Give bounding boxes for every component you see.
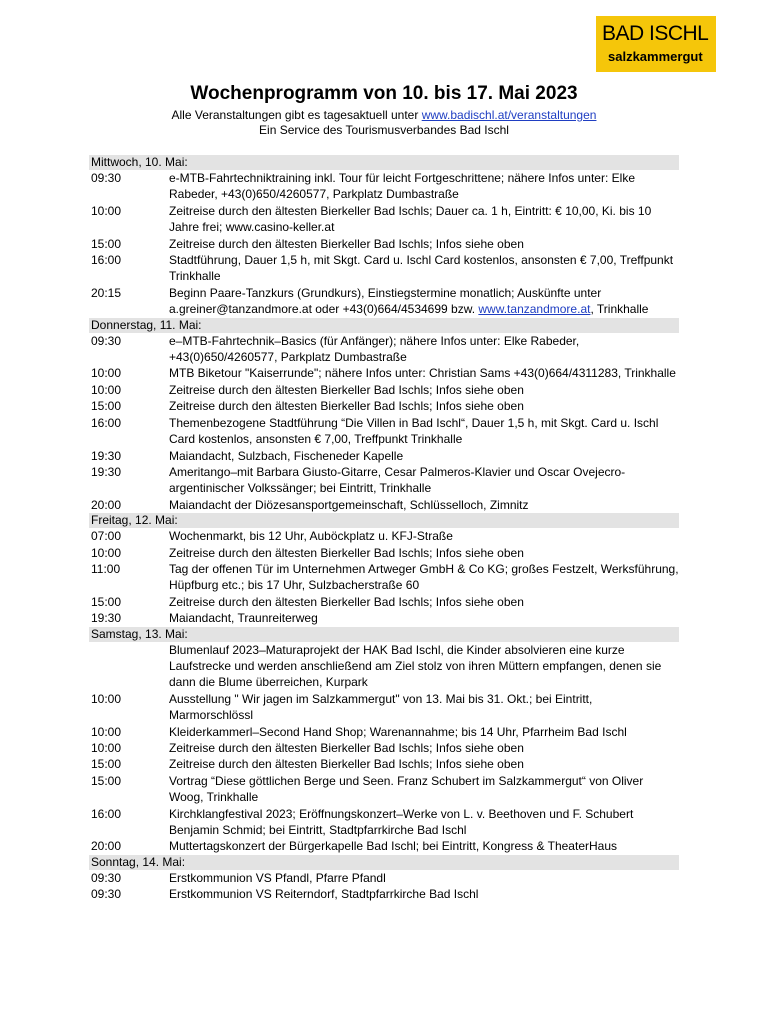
subtitle-line2: Ein Service des Tourismusverbandes Bad Ischl bbox=[259, 123, 509, 137]
event-row bbox=[89, 528, 679, 544]
logo-line1: BAD ISCHL bbox=[602, 22, 709, 45]
event-time: 09:30 bbox=[91, 887, 122, 902]
day-header: Freitag, 12. Mai: bbox=[89, 513, 679, 528]
event-description-tail: , Trinkhalle bbox=[590, 302, 649, 317]
event-description: Zeitreise durch den ältesten Bierkeller Bad Ischls; Infos siehe oben bbox=[169, 741, 524, 755]
event-text bbox=[169, 170, 679, 203]
event-text bbox=[169, 448, 679, 464]
event-row bbox=[89, 252, 679, 285]
event-description: Stadtführung, Dauer 1,5 h, mit Skgt. Card u. Ischl Card kostenlos, ansonsten € 7,00, Treffpunkt Trinkhalle bbox=[169, 253, 674, 284]
event-time: 15:00 bbox=[91, 594, 122, 609]
event-row bbox=[89, 203, 679, 236]
event-row bbox=[89, 464, 679, 497]
event-time: 19:30 bbox=[91, 448, 122, 463]
event-row bbox=[89, 773, 679, 806]
event-row bbox=[89, 398, 679, 414]
event-time: 10:00 bbox=[91, 691, 122, 706]
event-row bbox=[89, 545, 679, 561]
event-time: 16:00 bbox=[91, 415, 122, 430]
event-row bbox=[89, 448, 679, 464]
event-description: Erstkommunion VS Reiterndorf, Stadtpfarrkirche Bad Ischl bbox=[169, 887, 479, 902]
page-title: Wochenprogramm von 10. bis 17. Mai 2023 bbox=[190, 83, 578, 104]
event-description: Beginn Paare-Tanzkurs (Grundkurs), Einstiegstermine monatlich; Auskünfte unter a.greiner@tanzandmore.at oder +43(0)664/4534699 bzw. bbox=[169, 285, 602, 317]
event-time: 20:00 bbox=[91, 497, 122, 512]
event-description: Vortrag “Diese göttlichen Berge und Seen. Franz Schubert im Salzkammergut“ von Oliver Woog, Trinkhalle bbox=[169, 773, 644, 805]
event-row bbox=[89, 415, 679, 448]
event-time: 10:00 bbox=[91, 741, 122, 755]
event-text bbox=[169, 806, 679, 839]
event-row bbox=[89, 724, 679, 740]
event-row bbox=[89, 870, 679, 886]
event-row bbox=[89, 806, 679, 839]
event-time: 11:00 bbox=[91, 561, 121, 576]
event-text bbox=[169, 870, 679, 886]
event-text bbox=[169, 642, 679, 691]
event-description: e-MTB-Fahrtechniktraining inkl. Tour für leicht Fortgeschrittene; nähere Infos unter: Elke Rabeder, +43(0)650/4260577, Parkplatz Dumbastraße bbox=[169, 171, 635, 202]
event-row bbox=[89, 333, 679, 366]
event-description: Ausstellung " Wir jagen im Salzkammergut" von 13. Mai bis 31. Okt.; bei Eintritt, Marmorschlössl bbox=[169, 691, 593, 723]
subtitle-prefix: Alle Veranstaltungen gibt es tagesaktuell unter bbox=[171, 108, 422, 122]
event-description: Maiandacht, Traunreiterweg bbox=[169, 611, 318, 626]
event-description: e–MTB-Fahrtechnik–Basics (für Anfänger); nähere Infos unter: Elke Rabeder, +43(0)650/4260577, Parkplatz Dumbastraße bbox=[169, 333, 580, 365]
event-time: 07:00 bbox=[91, 529, 122, 544]
event-time: 09:30 bbox=[91, 171, 122, 185]
event-text bbox=[169, 610, 679, 626]
event-text bbox=[169, 528, 679, 544]
event-time: 20:00 bbox=[91, 839, 122, 854]
event-link[interactable]: www.tanzandmore.at bbox=[478, 302, 591, 317]
event-description: Ameritango–mit Barbara Giusto-Gitarre, Cesar Palmeros-Klavier und Oscar Ovejecro-argentinischer Volkssänger; bei Eintritt, Trinkhalle bbox=[169, 464, 626, 496]
event-row bbox=[89, 365, 679, 381]
event-row bbox=[89, 886, 679, 902]
event-row bbox=[89, 236, 679, 252]
event-text bbox=[169, 497, 679, 513]
event-text bbox=[169, 561, 679, 594]
event-description: Blumenlauf 2023–Maturaprojekt der HAK Bad Ischl, die Kinder absolvieren eine kurze Laufstrecke und werden anschließend am Ziel stolz von ihren Müttern empfangen, denen sie dann die Blume überreichen, Kurpark bbox=[169, 642, 662, 690]
event-text bbox=[169, 691, 679, 724]
event-row bbox=[89, 382, 679, 398]
event-description: Kirchklangfestival 2023; Eröffnungskonzert–Werke von L. v. Beethoven und F. Schubert Benjamin Schmid; bei Eintritt, Stadtpfarrkirche Bad Ischl bbox=[169, 806, 634, 838]
event-text bbox=[169, 285, 679, 318]
logo-line2: salzkammergut bbox=[608, 49, 703, 64]
event-time: 15:00 bbox=[91, 236, 122, 251]
events-link[interactable]: www.badischl.at/veranstaltungen bbox=[421, 108, 597, 122]
event-description: Zeitreise durch den ältesten Bierkeller Bad Ischls; Infos siehe oben bbox=[169, 594, 524, 609]
event-text bbox=[169, 886, 679, 902]
event-time: 15:00 bbox=[91, 773, 122, 788]
event-description: Wochenmarkt, bis 12 Uhr, Auböckplatz u. KFJ-Straße bbox=[169, 529, 453, 544]
event-text bbox=[169, 545, 679, 561]
event-description: Maiandacht der Diözesansportgemeinschaft, Schlüsselloch, Zimnitz bbox=[169, 497, 529, 512]
event-description: Zeitreise durch den ältesten Bierkeller Bad Ischls; Infos siehe oben bbox=[169, 757, 524, 772]
event-time: 10:00 bbox=[91, 366, 122, 381]
event-text bbox=[169, 594, 679, 610]
day-header: Donnerstag, 11. Mai: bbox=[89, 318, 679, 333]
event-description: Muttertagskonzert der Bürgerkapelle Bad Ischl; bei Eintritt, Kongress & TheaterHaus bbox=[169, 839, 618, 854]
event-time: 15:00 bbox=[91, 757, 122, 772]
event-time: 09:30 bbox=[91, 870, 122, 885]
event-time: 20:15 bbox=[91, 285, 122, 300]
event-time: 10:00 bbox=[91, 724, 122, 739]
event-description: Maiandacht, Sulzbach, Fischeneder Kapelle bbox=[169, 448, 404, 463]
event-description: Zeitreise durch den ältesten Bierkeller Bad Ischls; Infos siehe oben bbox=[169, 236, 524, 251]
event-text bbox=[169, 740, 679, 756]
program-list bbox=[89, 155, 679, 903]
event-text bbox=[169, 724, 679, 740]
event-text bbox=[169, 252, 679, 285]
subtitle-line1 bbox=[0, 108, 768, 123]
event-row bbox=[89, 838, 679, 854]
event-row bbox=[89, 561, 679, 594]
event-text bbox=[169, 464, 679, 497]
event-time: 19:30 bbox=[91, 464, 122, 479]
event-row bbox=[89, 170, 679, 203]
event-description: Zeitreise durch den ältesten Bierkeller Bad Ischls; Dauer ca. 1 h, Eintritt: € 10,00, Ki. bis 10 Jahre frei; www.casino-keller.at bbox=[169, 203, 652, 235]
event-text bbox=[169, 838, 679, 854]
event-description: Zeitreise durch den ältesten Bierkeller Bad Ischls; Infos siehe oben bbox=[169, 382, 524, 397]
event-time: 19:30 bbox=[91, 611, 122, 626]
event-description: Zeitreise durch den ältesten Bierkeller Bad Ischls; Infos siehe oben bbox=[169, 545, 524, 560]
event-description: Erstkommunion VS Pfandl, Pfarre Pfandl bbox=[169, 870, 386, 885]
day-header: Samstag, 13. Mai: bbox=[89, 627, 679, 642]
event-description: MTB Biketour "Kaiserrunde"; nähere Infos unter: Christian Sams +43(0)664/4311283, Trinkhalle bbox=[169, 366, 676, 381]
day-header: Sonntag, 14. Mai: bbox=[89, 855, 679, 870]
event-row bbox=[89, 691, 679, 724]
event-text bbox=[169, 236, 679, 252]
event-time: 15:00 bbox=[91, 399, 122, 414]
bad-ischl-logo bbox=[596, 16, 716, 72]
event-time: 16:00 bbox=[91, 253, 122, 268]
event-row bbox=[89, 497, 679, 513]
event-row bbox=[89, 740, 679, 756]
event-text bbox=[169, 756, 679, 772]
event-row bbox=[89, 285, 679, 318]
event-text bbox=[169, 415, 679, 448]
event-time: 16:00 bbox=[91, 806, 122, 821]
event-text bbox=[169, 773, 679, 806]
event-row bbox=[89, 642, 679, 691]
day-header: Mittwoch, 10. Mai: bbox=[89, 155, 679, 170]
event-description: Tag der offenen Tür im Unternehmen Artweger GmbH & Co KG; großes Festzelt, Werksführung, Hüpfburg etc.; bis 17 Uhr, Sulzbacherstraße 60 bbox=[169, 561, 679, 593]
event-time: 10:00 bbox=[91, 203, 122, 218]
event-time: 09:30 bbox=[91, 333, 122, 348]
event-text bbox=[169, 382, 679, 398]
event-time bbox=[89, 642, 169, 691]
event-description: Zeitreise durch den ältesten Bierkeller Bad Ischls; Infos siehe oben bbox=[169, 399, 524, 414]
event-text bbox=[169, 365, 679, 381]
event-text bbox=[169, 398, 679, 414]
event-text bbox=[169, 203, 679, 236]
event-text bbox=[169, 333, 679, 366]
event-description: Themenbezogene Stadtführung “Die Villen in Bad Ischl“, Dauer 1,5 h, mit Skgt. Card u. Ischl Card kostenlos, ansonsten € 7,00, Treffpunkt Trinkhalle bbox=[169, 415, 659, 447]
event-row bbox=[89, 594, 679, 610]
event-row bbox=[89, 610, 679, 626]
event-time: 10:00 bbox=[91, 545, 122, 560]
event-row bbox=[89, 756, 679, 772]
event-description: Kleiderkammerl–Second Hand Shop; Warenannahme; bis 14 Uhr, Pfarrheim Bad Ischl bbox=[169, 724, 627, 739]
event-time: 10:00 bbox=[91, 382, 122, 397]
